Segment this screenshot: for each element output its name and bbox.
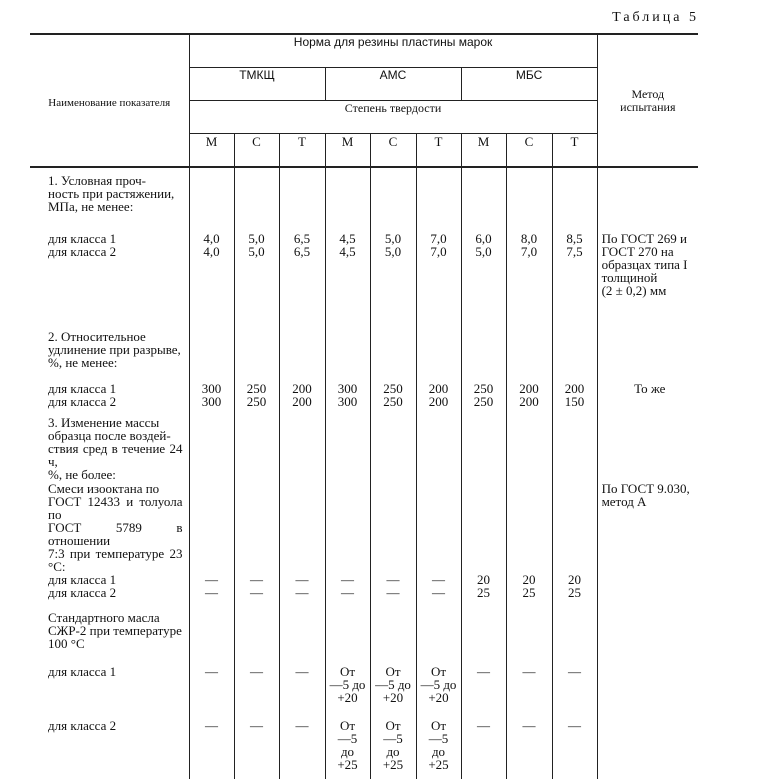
value-cell: 5,0 5,0 (234, 232, 279, 258)
value-cell: — — (416, 573, 461, 611)
range-cell: От —5 до +20 (416, 665, 461, 719)
dash-cell: — (189, 719, 234, 779)
dash-cell: — (461, 665, 506, 719)
section-1-title: 1. Условная проч- ность при растяжении, МПа, не менее: (48, 173, 175, 214)
table-row (30, 665, 698, 719)
norm-header: Норма для резины пластины марок (189, 34, 597, 68)
value-cell: 4,5 4,5 (325, 232, 370, 258)
dash-cell: — (279, 719, 325, 779)
value-cell: — — (189, 573, 234, 611)
value-cell: 20 25 (461, 573, 506, 611)
table-row (30, 719, 698, 779)
value-cell: 300 300 (325, 382, 370, 416)
hardness-code: Т (416, 134, 461, 168)
section-3-title: 3. Изменение массы образца после воздей- ствия сред в течение 24 ч, %, не более: (48, 415, 183, 482)
value-cell: 5,0 5,0 (370, 232, 416, 258)
value-cell: — — (325, 573, 370, 611)
class-2-label: для класса 2 (48, 718, 117, 733)
dash-cell: — (234, 665, 279, 719)
hardness-code: С (506, 134, 552, 168)
range-cell: От —5 до +25 (416, 719, 461, 779)
section-3-sub-b-row (30, 611, 698, 665)
value-cell: 250 250 (234, 382, 279, 416)
value-cell: 200 200 (416, 382, 461, 416)
dash-cell: — (189, 665, 234, 719)
section-3-sub-a-row (30, 482, 698, 573)
value-cell: 8,5 7,5 (552, 232, 597, 258)
method-header-line1: Метод (631, 86, 665, 101)
value-cell: 6,5 6,5 (279, 232, 325, 258)
hardness-code: С (370, 134, 416, 168)
value-cell: — — (234, 573, 279, 611)
class-labels: для класса 1 для класса 2 (48, 381, 117, 409)
range-cell: От —5 до +25 (325, 719, 370, 779)
indicator-name-header: Наименование показателя (30, 34, 189, 167)
section-2-method: То же (597, 382, 698, 416)
section-3-sub-b: Стандартного масла СЖР-2 при температуре 100 °С (48, 610, 182, 651)
standards-table (30, 33, 698, 779)
hardness-code: М (325, 134, 370, 168)
hardness-code: С (234, 134, 279, 168)
table-row (30, 382, 698, 416)
value-cell: 200 200 (506, 382, 552, 416)
brand-mbs: МБС (461, 68, 597, 101)
value-cell: — — (279, 573, 325, 611)
method-header-line2: испытания (620, 99, 676, 114)
method-header (597, 34, 698, 167)
class-2-label: для класса 2 (48, 244, 117, 259)
brand-ams: АМС (325, 68, 461, 101)
value-cell: 200 150 (552, 382, 597, 416)
hardness-code: М (189, 134, 234, 168)
value-cell: 20 25 (552, 573, 597, 611)
section-2-title: 2. Относительное удлинение при разрыве, %, не менее: (48, 329, 181, 370)
dash-cell: — (506, 719, 552, 779)
section-3-title-row (30, 416, 698, 482)
dash-cell: — (552, 719, 597, 779)
section-1-title-row (30, 174, 698, 232)
class-1-label: для класса 1 (48, 231, 117, 246)
hardness-code: Т (279, 134, 325, 168)
hardness-header: Степень твердости (189, 101, 597, 134)
value-cell: 250 250 (461, 382, 506, 416)
dash-cell: — (279, 665, 325, 719)
range-cell: От —5 до +20 (370, 665, 416, 719)
table-row (30, 573, 698, 611)
value-cell: 250 250 (370, 382, 416, 416)
dash-cell: — (506, 665, 552, 719)
dash-cell: — (461, 719, 506, 779)
class-1-label: для класса 1 (48, 664, 117, 679)
section-2-title-row (30, 330, 698, 382)
dash-cell: — (234, 719, 279, 779)
value-cell: 4,0 4,0 (189, 232, 234, 258)
dash-cell: — (552, 665, 597, 719)
value-cell: 20 25 (506, 573, 552, 611)
brand-tmksch: ТМКЩ (189, 68, 325, 101)
class-labels: для класса 1 для класса 2 (48, 572, 117, 600)
section-3-sub-a: Смеси изооктана по ГОСТ 12433 и толуола по ГОСТ 5789 в отношении 7:3 при температуре 23 °С: (48, 481, 183, 574)
value-cell: 6,0 5,0 (461, 232, 506, 258)
range-cell: От —5 до +20 (325, 665, 370, 719)
value-cell: 200 200 (279, 382, 325, 416)
range-cell: От —5 до +25 (370, 719, 416, 779)
value-cell: 8,0 7,0 (506, 232, 552, 258)
section-3-method: По ГОСТ 9.030, метод А (597, 482, 698, 573)
value-cell: 7,0 7,0 (416, 232, 461, 258)
value-cell: — — (370, 573, 416, 611)
section-1-method: По ГОСТ 269 и ГОСТ 270 на образцах типа I толщиной (2 ± 0,2) мм (597, 174, 698, 330)
hardness-code: Т (552, 134, 597, 168)
value-cell: 300 300 (189, 382, 234, 416)
hardness-code: М (461, 134, 506, 168)
table-caption: Таблица 5 (612, 10, 699, 25)
